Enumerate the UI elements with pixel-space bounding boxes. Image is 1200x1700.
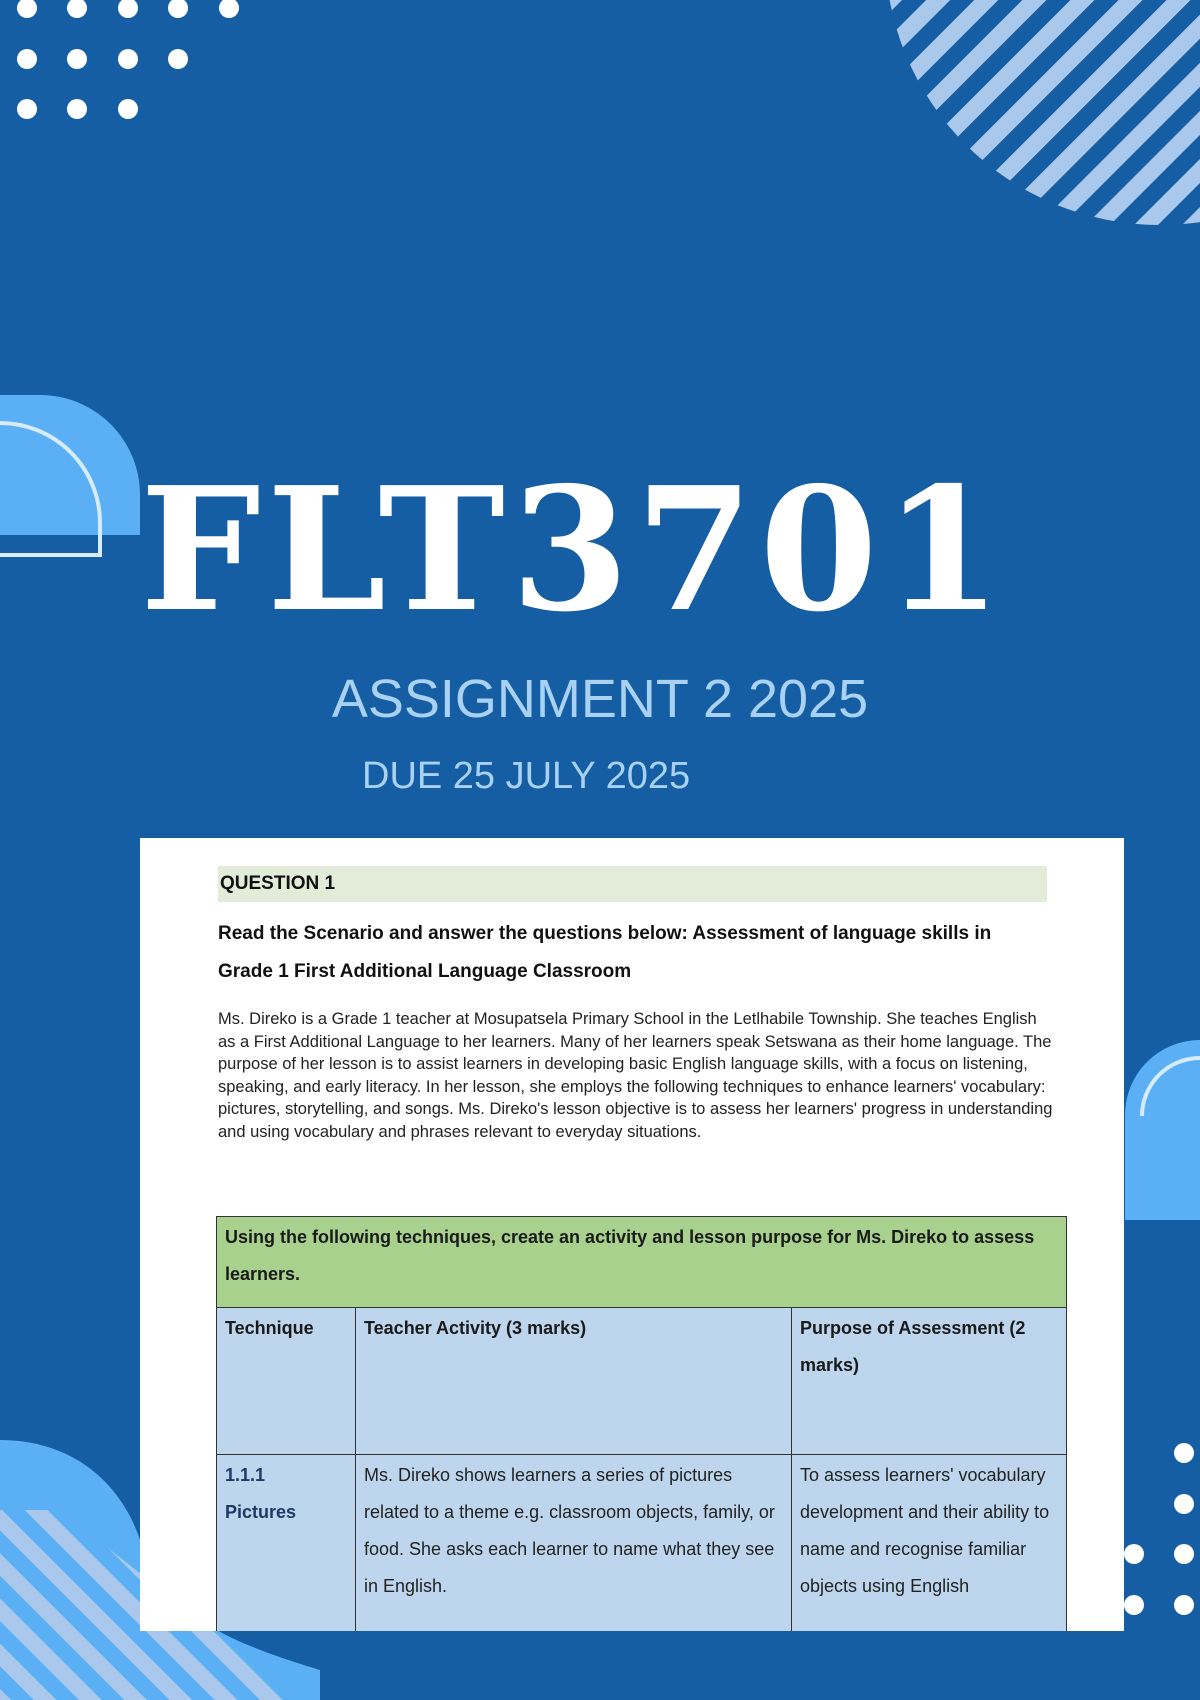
header-technique: Technique xyxy=(217,1308,356,1455)
due-date: DUE 25 JULY 2025 xyxy=(362,755,691,797)
table-header-row xyxy=(217,1308,1067,1455)
assignment-label: ASSIGNMENT 2 2025 xyxy=(331,669,869,729)
dot-grid-top-left xyxy=(0,0,260,130)
cell-technique xyxy=(217,1455,356,1632)
table-instruction: Using the following techniques, create an activity and lesson purpose for Ms. Direko to assess learners. xyxy=(217,1217,1067,1308)
scenario-title: Read the Scenario and answer the questions below: Assessment of language skills in Grade 1 First Additional Language Classroom xyxy=(218,923,992,982)
quarter-circle-right xyxy=(1125,1040,1200,1220)
scenario-text: Ms. Direko is a Grade 1 teacher at Mosupatsela Primary School in the Letlhabile Township. She teaches English as a First Additional Language to her learners. Many of her learners speak Setswana as their home language. The purpose of her lesson is to assist learners in developing basic English language skills, with a focus on listening, speaking, and early literacy. In her lesson, she employs the following techniques to enhance learners' vocabulary: pictures, storytelling, and songs. Ms. Direko's lesson objective is to assess her learners' progress in understanding and using vocabulary and phrases relevant to everyday situations. xyxy=(218,1010,1053,1141)
course-code-title: FLT3701 xyxy=(140,450,1009,650)
row-number: 1.1.1 xyxy=(225,1465,266,1485)
quarter-circle-left xyxy=(0,395,145,565)
assessment-table xyxy=(216,1216,1067,1631)
row-technique: Pictures xyxy=(225,1502,297,1522)
assignment-subtitle xyxy=(0,668,1200,730)
question-heading: QUESTION 1 xyxy=(218,866,1047,902)
striped-circle-top-right xyxy=(830,0,1200,230)
header-purpose: Purpose of Assessment (2 marks) xyxy=(792,1308,1067,1455)
header-teacher-activity: Teacher Activity (3 marks) xyxy=(356,1308,792,1455)
cell-purpose: To assess learners' vocabulary development and their ability to name and recognise familiar objects using English xyxy=(792,1455,1067,1632)
table-row xyxy=(217,1455,1067,1632)
cell-activity: Ms. Direko shows learners a series of pictures related to a theme e.g. classroom objects, family, or food. She asks each learner to name what they see in English. xyxy=(356,1455,792,1632)
document-preview xyxy=(140,838,1124,1631)
